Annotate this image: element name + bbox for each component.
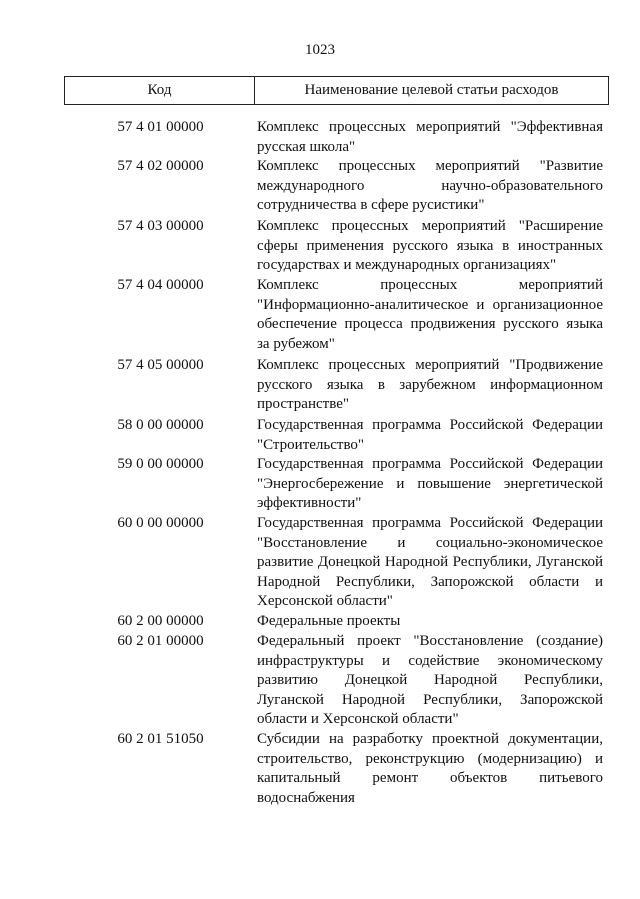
- row-code: 57 4 04 00000: [117, 277, 204, 293]
- row-name: Комплекс процессных мероприятий "Информационно-аналитическое и организационное обеспечение процесса продвижения русского языка за рубежом": [257, 277, 603, 352]
- row-code: 60 0 00 00000: [117, 515, 204, 531]
- row-name: Федеральный проект "Восстановление (создание) инфраструктуры и содействие экономическому развитию Донецкой Народной Республики, Луганской Народной Республики, Запорожской области и Херсонской области": [257, 633, 603, 728]
- table-row: [64, 118, 609, 157]
- row-code: 60 2 00 00000: [117, 613, 204, 629]
- table-row: [64, 157, 609, 217]
- row-code: 57 4 02 00000: [117, 158, 204, 174]
- column-header-code: Код: [65, 77, 255, 104]
- table-row: [64, 632, 609, 730]
- table-row: [64, 514, 609, 612]
- page-number: 1023: [305, 42, 335, 58]
- row-code: 58 0 00 00000: [117, 417, 204, 433]
- row-code: 57 4 03 00000: [117, 218, 204, 234]
- table-row: [64, 276, 609, 356]
- table-row: [64, 356, 609, 416]
- row-name: Федеральные проекты: [257, 613, 401, 629]
- row-code: 57 4 01 00000: [117, 119, 204, 135]
- row-name: Субсидии на разработку проектной документации, строительство, реконструкцию (модернизацию) и капитальный ремонт объектов питьевого водоснабжения: [257, 731, 603, 806]
- row-name: Государственная программа Российской Федерации "Энергосбережение и повышение энергетической эффективности": [257, 456, 603, 512]
- row-name: Государственная программа Российской Федерации "Восстановление и социально-экономическое развитие Донецкой Народной Республики, Луганской Народной Республики, Запорожской области и Херсонской области": [257, 515, 603, 610]
- row-code: 60 2 01 51050: [117, 731, 204, 747]
- row-code: 59 0 00 00000: [117, 456, 204, 472]
- table-header: [64, 76, 609, 105]
- table-row: [64, 416, 609, 455]
- table-body: [64, 118, 609, 810]
- table-row: [64, 217, 609, 276]
- table-row: [64, 455, 609, 514]
- column-header-name: Наименование целевой статьи расходов: [304, 82, 559, 98]
- row-code: 60 2 01 00000: [117, 633, 204, 649]
- row-name: Комплекс процессных мероприятий "Эффективная русская школа": [257, 119, 603, 155]
- row-name: Комплекс процессных мероприятий "Продвижение русского языка в зарубежном информационном пространстве": [257, 357, 603, 413]
- table-row: [64, 730, 609, 810]
- row-name: Комплекс процессных мероприятий "Расширение сферы применения русского языка в иностранных государствах и международных организациях": [257, 218, 603, 274]
- row-name: Государственная программа Российской Федерации "Строительство": [257, 417, 603, 453]
- row-name: Комплекс процессных мероприятий "Развитие международного научно-образовательного сотрудничества в сфере русистики": [257, 158, 603, 214]
- row-code: 57 4 05 00000: [117, 357, 204, 373]
- table-row: [64, 612, 609, 632]
